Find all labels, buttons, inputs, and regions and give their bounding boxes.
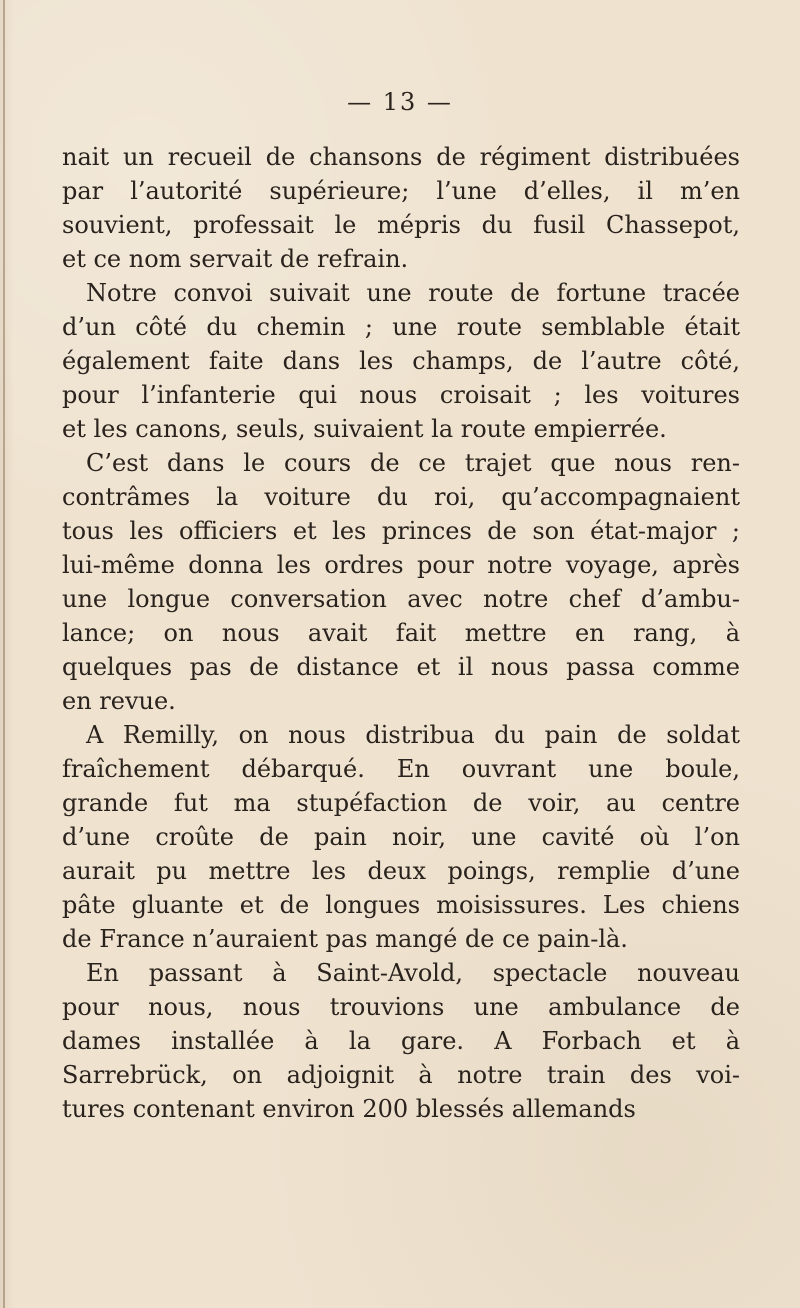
body-text [62, 140, 740, 1126]
text-line: Notre convoi suivait une route de fortune tracée [86, 279, 740, 307]
text-line: quelques pas de distance et il nous passa comme [62, 653, 740, 681]
text-line: souvient, professait le mépris du fusil Chassepot, [62, 211, 740, 239]
text-line: grande fut ma stupéfaction de voir, au centre [62, 789, 740, 817]
text-line: fraîchement débarqué. En ouvrant une boule, [62, 755, 740, 783]
text-line: A Remilly, on nous distribua du pain de soldat [86, 721, 740, 749]
page-number: — 13 — [347, 88, 453, 116]
text-line: tures contenant environ 200 blessés allemands [62, 1095, 636, 1123]
page-edge-shadow [3, 0, 5, 1308]
text-line: lance; on nous avait fait mettre en rang, à [62, 619, 740, 647]
text-line: Sarrebrück, on adjoignit à notre train des voi- [62, 1061, 740, 1089]
text-line: pour nous, nous trouvions une ambulance de [62, 993, 740, 1021]
text-line: contrâmes la voiture du roi, qu’accompagnaient [62, 483, 740, 511]
text-line: également faite dans les champs, de l’autre côté, [62, 347, 740, 375]
text-line: pour l’infanterie qui nous croisait ; les voitures [62, 381, 740, 409]
text-line: par l’autorité supérieure; l’une d’elles, il m’en [62, 177, 740, 205]
text-line: tous les officiers et les princes de son état-major ; [62, 517, 740, 545]
text-line: lui-même donna les ordres pour notre voyage, après [62, 551, 740, 579]
text-line: nait un recueil de chansons de régiment distribuées [62, 143, 740, 171]
text-line: de France n’auraient pas mangé de ce pain-là. [62, 925, 628, 953]
text-line: d’un côté du chemin ; une route semblable était [62, 313, 740, 341]
text-line: et les canons, seuls, suivaient la route empierrée. [62, 415, 667, 443]
text-line: d’une croûte de pain noir, une cavité où l’on [62, 823, 740, 851]
text-line: pâte gluante et de longues moisissures. Les chiens [62, 891, 740, 919]
text-line: une longue conversation avec notre chef d’ambu- [62, 585, 740, 613]
text-line: En passant à Saint-Avold, spectacle nouveau [86, 959, 740, 987]
text-line: dames installée à la gare. A Forbach et à [62, 1027, 740, 1055]
text-line: et ce nom servait de refrain. [62, 245, 409, 273]
text-line: en revue. [62, 687, 176, 715]
text-line: aurait pu mettre les deux poings, remplie d’une [62, 857, 740, 885]
text-line: C’est dans le cours de ce trajet que nous ren- [86, 449, 740, 477]
